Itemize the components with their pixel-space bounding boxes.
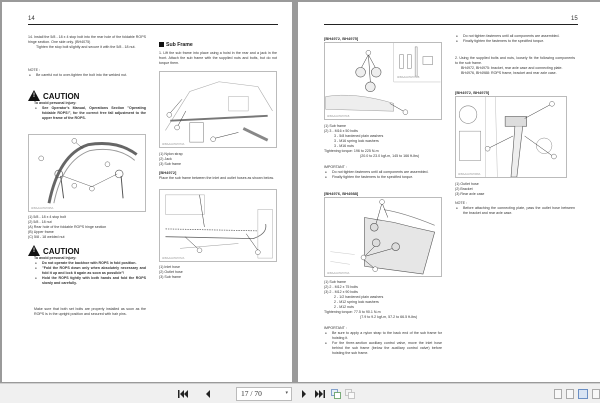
figure-id: 4FBAAAAT1P070A [327,272,350,275]
view-two-page-continuous[interactable] [592,389,600,399]
torque-spec: Tightening torque: 196 to 225 N-m [324,149,379,153]
legend-item: (3) Rear axle case [455,192,485,196]
figure-bolts-bh4972 [324,42,442,120]
legend-item: (1) Inlet hose [159,265,180,269]
legend-item: (2) 2 - M12 x 75 bolts [324,285,358,289]
figure3-legend [159,265,277,280]
caution-intro: To avoid personal injury: [34,101,77,105]
page-15 [298,2,600,382]
view-single-page[interactable] [554,389,562,399]
model-tag: [BH4972, BH4975] [455,90,490,95]
legend-item: (1) Sub frame [324,124,346,128]
important-item: ● Finally tighten the fasteners to the specified torque. [455,39,575,44]
caution-intro: To avoid personal injury: [34,256,77,260]
section2-legend [324,280,442,320]
step-14-text2: Tighten the stop bolt slightly and secure it with the 5/8 - 18 nut. [36,45,136,49]
model-tag: [BH4972, BH4975] [324,36,359,41]
figure-id: 4FBAAAAT1P071B [327,115,350,118]
subframe-step-1: 1. Lift the sub frame into place using a hoist in the rear and a jack in the front. Attach the sub frame with the supplied nuts and bolts, but do not torque them. [159,51,277,65]
legend-item: 2 - 1/2 hardened plain washers [334,295,384,299]
first-page-icon [178,390,188,398]
legend-item: (2) 5/8 - 18 nut [28,220,52,224]
next-page-button[interactable] [299,388,309,400]
figure-id: 4FBAAAAT1P073A [162,143,185,146]
page-number: 14 [28,16,35,22]
caution-item: ● Do not operate the backhoe with ROPS in fold position. [34,261,146,266]
caution-item: ● See Operator's Manual, Operations Section "Operating foldable ROPS!", for the correct free fall adjustment to the upper frame of the ROPS. [34,106,146,121]
legend-item: (3) 2 - M12 x 90 bolts [324,290,358,294]
figure-bolts-bh4976 [324,197,442,277]
figure-inset-id: 4FBAAAAT1P072B [397,76,420,79]
figure-bracket [455,96,567,178]
step-2-text: 2. Using the supplied bolts and nuts, loosely fix the following components to the sub frame. [455,56,575,65]
legend-item: (A) Rear hole of the foldable ROPS hinge section [28,225,107,229]
figure-subframe-lift [159,71,277,148]
last-page-icon [315,390,325,398]
page-14 [2,2,292,382]
legend-item: (3) Sub frame [159,275,181,279]
legend-item: 3 - M16 nuts [334,144,354,148]
legend-item: 3 - 5/8 hardened plain washers [334,134,384,138]
legend-item: (2) Outlet hose [159,270,183,274]
figure-id: 4FBAAAAT1P072A [162,257,185,260]
section-heading-text: Sub Frame [166,42,193,48]
header-rule [28,24,278,25]
note-item: ● Be careful not to over-tighten the bolt into the welded nut. [28,73,146,78]
important-label: IMPORTANT : [324,165,347,169]
paste-page-icon [345,389,355,399]
caution-heading-2 [28,245,79,256]
model-tag: [BH4976, BH4988] [324,191,359,196]
important-item: ● For the three-section auxiliary control valve, move the inlet hose behind the sub frame (below the auxiliary control valve) before hoisting the sub frame. [324,341,442,356]
torque-spec-alt: (7.9 to 9.2 kgf-m, 57.2 to 66.5 ft-lbs) [360,315,418,319]
legend-item: (C) 5/8 - 18 welded nut [28,235,65,239]
step-2b: BH4976, BH4988: ROPS frame, bracket and rear axle case. [461,71,557,75]
note-label: NOTE : [28,68,40,72]
subframe-plate-diagram [325,198,441,276]
legend-item: (1) Sub frame [324,280,346,284]
legend-item: (2) 3 - M16 x 50 bolts [324,129,358,133]
page-number-value: 17 / 70 [241,389,262,398]
legend-item: 3 - M16 spring lock washers [334,139,379,143]
caution-body [34,101,146,121]
bracket-diagram [456,97,566,177]
section-heading [159,42,193,48]
caution-title: CAUTION [43,92,80,101]
hoses-diagram [160,190,276,261]
figure-rops-stop-bolt [28,134,146,212]
legend-item: (1) 5/8 - 18 x 4 stop bolt [28,215,66,219]
figure-id: 4FBAAAAT1P068A [458,173,481,176]
step-14-text: 14. Install the 5/8 - 18 x 4 stop bolt into the rear hole of the foldable ROPS hinge section. One side only. (BH4075) [28,35,146,44]
important-block-1 [324,165,442,180]
torque-spec: Tightening torque: 77.5 to 90.1 N-m [324,310,381,314]
caution-heading [28,90,79,101]
legend-item: (1) Nylon strap [159,152,183,156]
important-item: ● Be sure to apply a nylon strap to the back end of the sub frame for hoisting it. [324,331,442,341]
caution-body-2 [34,256,146,286]
header-rule [324,24,578,25]
legend-item: (2) Bracket [455,187,473,191]
important-item: ● Do not tighten fasteners until all components are assembled. [324,170,442,175]
important-item: ● Do not tighten fasteners until all components are assembled. [455,34,575,39]
figure-id: 4FBAAAAT1P035A [31,207,54,210]
model-tag: [BH4972] [159,170,177,175]
note-item: ● Before attaching the connecting plate, pass the outlet hose between the bracket and rear axle case. [455,206,575,216]
legend-item: (2) Jack [159,157,172,161]
step-2 [455,56,575,76]
warning-triangle-icon [28,90,40,101]
important-label: IMPORTANT : [324,326,347,330]
previous-page-button[interactable] [202,388,214,400]
legend-item: 2 - M12 nuts [334,305,354,309]
square-bullet-icon [159,42,164,47]
dropdown-arrow-icon[interactable]: ▾ [285,391,288,396]
legend-item: 2 - M12 spring lock washers [334,300,379,304]
caution-item: ● "Fold the ROPS down only when absolutely necessary and fold it up and lock it again as soon as possible"! [34,266,146,276]
subframe-lift-diagram [160,72,276,147]
first-page-button[interactable] [177,388,189,400]
view-two-page[interactable] [578,389,588,399]
figure1-legend [28,215,146,240]
step-14 [28,35,146,50]
copy-page-icon [331,389,341,399]
view-continuous[interactable] [566,389,574,399]
legend-item: (B) Upper frame [28,230,54,234]
caution-title: CAUTION [43,247,80,256]
paste-page-button[interactable] [344,388,356,400]
page-navigation-toolbar [0,383,600,403]
rops-diagram [29,135,145,211]
legend-item: (3) Sub frame [159,162,181,166]
place-instruction: Place the sub frame between the inlet and outlet hoses as shown below. [159,176,274,180]
step-2a: BH4972, BH4975: bracket, rear axle case and connecting plate. [461,66,563,70]
next-page-icon [301,390,307,398]
figure-hoses [159,189,277,262]
copy-page-button[interactable] [330,388,342,400]
legend-item: (1) Outlet hose [455,182,479,186]
caution-item: ● Hold the ROPS tightly with both hands and fold the ROPS slowly and carefully. [34,276,146,286]
previous-page-icon [205,390,211,398]
closing-paragraph: Make sure that both set bolts are properly installed as soon as the ROPS is in the upright position and secured with hair pins. [34,307,146,316]
col2-legend [455,182,575,197]
subframe-bolts-diagram [325,43,441,119]
important-block-2 [324,326,442,356]
important-item: ● Finally tighten the fasteners to the specified torque. [324,175,442,180]
page-number-input[interactable] [236,387,292,401]
last-page-button[interactable] [314,388,326,400]
section1-legend [324,124,442,159]
warning-triangle-icon [28,245,40,256]
torque-spec-alt: (20.0 to 23.0 kgf-m, 145 to 166 ft-lbs) [360,154,420,158]
important-continued [455,34,575,44]
note-label: NOTE : [455,201,467,205]
note-block-right [455,201,575,216]
figure2-legend [159,152,277,167]
page-number: 15 [571,16,578,22]
note-block [28,68,146,78]
